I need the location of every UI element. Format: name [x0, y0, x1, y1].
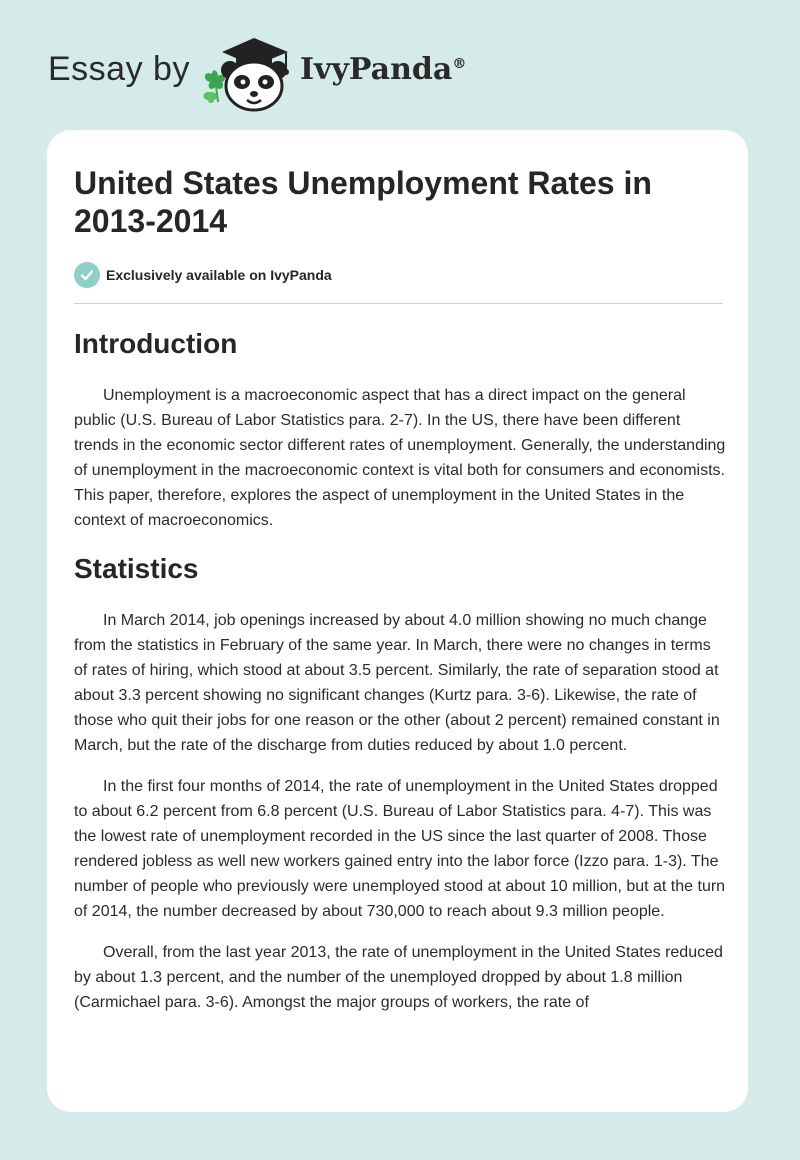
section-heading-statistics: Statistics — [74, 553, 199, 584]
brand-header — [48, 30, 488, 110]
essay-card — [47, 130, 748, 1112]
brand-prefix: Essay by — [48, 50, 190, 88]
essay-title: United States Unemployment Rates in 2013-2014 — [74, 165, 652, 239]
divider — [74, 303, 723, 304]
section-heading-introduction: Introduction — [74, 328, 238, 359]
paragraph: In March 2014, job openings increased by about 4.0 million showing no much change from the statistics in February of the same year. In March, there were no changes in terms of rates of hiring, which stood at about 3.5 percent. Similarly, the rate of separation stood at about 3.3 percent showing no significant changes (Kurtz para. 3-6). Likewise, the rate of those who quit their jobs for one reason or the other (about 2 percent) remained constant in March, but the rate of the discharge from duties reduced by about 1.0 percent. — [74, 612, 720, 754]
paragraph: Unemployment is a macroeconomic aspect that has a direct impact on the general public (U.S. Bureau of Labor Statistics para. 2-7). In the US, there have been different trends in the economic sector different rates of unemployment. Generally, the understanding of unemployment in the macroeconomic context is vital both for consumers and economists. This paper, therefore, explores the aspect of unemployment in the United States in the context of macroeconomics. — [74, 387, 726, 529]
exclusive-badge — [74, 261, 332, 289]
checkmark-icon — [74, 262, 100, 288]
essay-body — [74, 322, 726, 1031]
badge-text: Exclusively available on IvyPanda — [106, 267, 332, 283]
brand-name: IvyPanda® — [300, 52, 467, 87]
paragraph: In the first four months of 2014, the rate of unemployment in the United States dropped to about 6.2 percent from 6.8 percent (U.S. Bureau of Labor Statistics para. 4-7). This was the lowest rate of unemployment recorded in the US since the last quarter of 2008. Those rendered jobless as well new workers gained entry into the labor force (Izzo para. 1-3). The number of people who previously were unemployed stood at about 10 million, but at the turn of 2014, the number decreased by about 730,000 to reach about 9.3 million people. — [74, 778, 726, 920]
panda-logo-icon[interactable] — [198, 34, 296, 114]
paragraph: Overall, from the last year 2013, the rate of unemployment in the United States reduced by about 1.3 percent, and the number of the unemployed dropped by about 1.8 million (Carmichael para. 3-6). Amongst the major groups of workers, the rate of — [74, 944, 723, 1011]
registered-mark: ® — [452, 56, 467, 72]
